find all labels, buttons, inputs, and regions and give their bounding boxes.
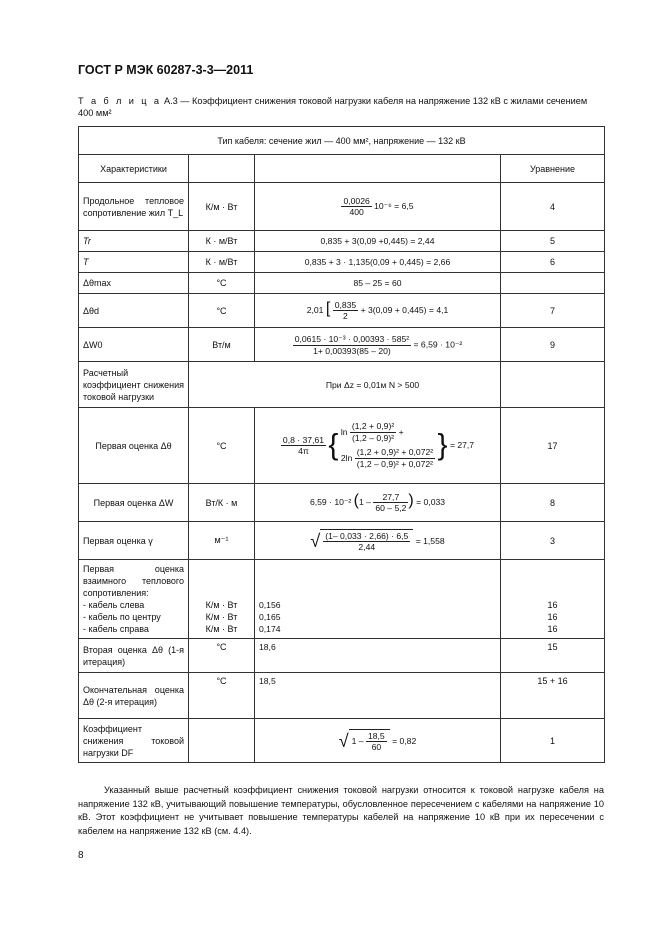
row-eq: 15 <box>501 639 605 673</box>
row-eq: 6 <box>501 252 605 273</box>
formula-rest: = 0,033 <box>416 496 446 507</box>
data-table <box>78 126 605 763</box>
row-formula: √ $\frac{(1- 0,033 \cdot 2,66) \cdot 6,5}{2,44}$ = 1,558 <box>255 522 501 560</box>
row-name: Расчетный коэффициент снижения токовой нагрузки <box>79 362 189 408</box>
table-row <box>79 639 605 673</box>
formula-prefix: 6,59 · 10⁻² <box>309 496 352 507</box>
row-name: Δθd <box>79 294 189 328</box>
col-header-equation: Уравнение <box>501 155 605 183</box>
row-name: Первая оценка ΔW <box>79 484 189 522</box>
row-formula: 18,5 <box>255 673 501 719</box>
row-eq <box>501 273 605 294</box>
row-eq: 9 <box>501 328 605 362</box>
table-row <box>79 673 605 719</box>
table-row <box>79 560 605 639</box>
row-unit <box>189 560 255 639</box>
formula-rest: = 1,558 <box>415 535 445 546</box>
row-name: Вторая оценка Δθ (1-я итерация) <box>79 639 189 673</box>
formula-denominator: 2,44 <box>358 542 376 552</box>
row-formula: 2,01 [ $\frac{0,835}{2}$ + 3(0,09 + 0,445) = 4,1 <box>255 294 501 328</box>
row-eq <box>501 560 605 639</box>
row-name: Tr <box>79 231 189 252</box>
table-row <box>79 522 605 560</box>
row-unit: °C <box>189 639 255 673</box>
caption-label: Т а б л и ц а <box>78 96 162 106</box>
table-row <box>79 183 605 231</box>
row-unit: °C <box>189 408 255 484</box>
sub-item: - кабель слева <box>83 600 145 610</box>
row-formula <box>255 183 501 231</box>
row-unit <box>189 719 255 763</box>
formula-numerator: 27,7 <box>373 492 408 503</box>
formula-denominator: 1+ 0,00393(85 – 20) <box>313 345 391 356</box>
row-unit: К/м · Вт <box>189 183 255 231</box>
row-eq: 15 + 16 <box>501 673 605 719</box>
row-name <box>79 560 189 639</box>
value: 0,174 <box>259 624 281 634</box>
formula-numerator: (1– 0,033 · 2,66) · 6,5 <box>325 531 409 541</box>
row-formula: При Δz = 0,01м N > 500 <box>189 362 501 408</box>
row-formula <box>255 328 501 362</box>
row-name: Первая оценка γ <box>79 522 189 560</box>
row-unit: °C <box>189 273 255 294</box>
row-unit: К · м/Вт <box>189 252 255 273</box>
row-name: T <box>79 252 189 273</box>
row-formula: √ 1 – $\frac{18,5}{60}$ = 0,82 <box>255 719 501 763</box>
document-header: ГОСТ Р МЭК 60287-3-3—2011 <box>78 63 254 77</box>
formula-rest: 10⁻⁶ = 6,5 <box>374 200 414 211</box>
unit-value: К/м · Вт <box>205 600 238 610</box>
value: 0,165 <box>259 612 281 622</box>
row-name: Первая оценка Δθ <box>79 408 189 484</box>
ln2-denominator: (1,2 – 0,9)² + 0,072² <box>356 459 433 469</box>
formula-prefix: 2,01 <box>306 304 324 315</box>
row-eq: 3 <box>501 522 605 560</box>
unit-value: К/м · Вт <box>205 612 238 622</box>
body-paragraph: Указанный выше расчетный коэффициент снижения токовой нагрузки относится к токовой нагрузке кабеля на напряжение 132 кВ, учитывающий повышение температуры, обусловленное пересечением с кабелями на напряжение 10 кВ. Этот коэффициент не учитывает повышение температуры кабелей на напряжение 10 кВ при их пересечении с кабелем на напряжение 132 кВ (см. 4.4). <box>78 785 604 836</box>
row-formula: 0,835 + 3(0,09 +0,445) = 2,44 <box>255 231 501 252</box>
table-row <box>79 408 605 484</box>
eq-value: 16 <box>547 612 558 622</box>
row-formula: 0,835 + 3 · 1,135(0,09 + 0,445) = 2,66 <box>255 252 501 273</box>
formula-numerator: 0,8 · 37,61 <box>282 435 325 445</box>
sub-item: - кабель по центру <box>83 612 161 622</box>
value: 0,156 <box>259 600 281 610</box>
row-formula <box>255 560 501 639</box>
table-row <box>79 484 605 522</box>
caption-text: А.3 — Коэффициент снижения токовой нагрузки кабеля на напряжение 132 кВ с жилами сечением 400 мм² <box>78 96 588 118</box>
row-name: ΔW0 <box>79 328 189 362</box>
formula-rest: = 27,7 <box>449 439 475 450</box>
row-name-text: Первая оценка взаимного теплового сопротивления: <box>83 564 184 598</box>
formula-rest: + 3(0,09 + 0,445) = 4,1 <box>360 304 449 315</box>
row-unit: К · м/Вт <box>189 231 255 252</box>
row-eq: 17 <box>501 408 605 484</box>
row-name: Окончательная оценка Δθ (2-я итерация) <box>79 673 189 719</box>
formula-denominator: 60 <box>371 742 382 752</box>
page-number: 8 <box>78 850 84 861</box>
formula-numerator: 0,0026 <box>343 196 370 206</box>
table-row <box>79 231 605 252</box>
row-formula: 18,6 <box>255 639 501 673</box>
table-row <box>79 294 605 328</box>
row-eq: 7 <box>501 294 605 328</box>
table-caption <box>78 95 598 119</box>
formula-numerator: 0,835 <box>334 300 357 311</box>
formula-denominator: 60 – 5,2 <box>375 503 407 514</box>
row-unit: °C <box>189 294 255 328</box>
formula-denominator: 400 <box>349 207 364 217</box>
ln1-denominator: (1,2 – 0,9)² <box>352 433 395 443</box>
table-row <box>79 362 605 408</box>
formula-denominator: 4π <box>298 446 309 456</box>
row-unit: Вт/К · м <box>189 484 255 522</box>
table-row <box>79 719 605 763</box>
table-title: Тип кабеля: сечение жил — 400 мм², напряжение — 132 кВ <box>79 127 605 155</box>
table-row <box>79 328 605 362</box>
unit-value: К/м · Вт <box>205 624 238 634</box>
row-eq: 5 <box>501 231 605 252</box>
row-eq: 4 <box>501 183 605 231</box>
row-formula: $\frac{0,8 \cdot 37,61}{4\pi}$ { ln $\frac{\text{(1,2 + 0,9)²}}{\text{(1,2 – 0,9)²}}$ + 2ln $\frac{\text{(1,2 + 0,9)² + 0,072²}}{\text{(1,2 – 0,9)² + 0,072²}}$ } = 27,7 <box>255 408 501 484</box>
ln1-numerator: (1,2 + 0,9)² <box>351 421 395 431</box>
formula-numerator: 18,5 <box>367 731 385 741</box>
col-header-characteristic: Характеристики <box>79 155 189 183</box>
row-unit: м⁻¹ <box>189 522 255 560</box>
eq-value: 16 <box>547 600 558 610</box>
row-eq: 1 <box>501 719 605 763</box>
formula-rest: = 6,59 · 10⁻² <box>413 338 463 349</box>
table-row <box>79 252 605 273</box>
formula-rest: = 0,82 <box>392 735 417 746</box>
row-name: Δθmax <box>79 273 189 294</box>
row-name: Продольное тепловое сопротивление жил T_L <box>79 183 189 231</box>
table-row <box>79 273 605 294</box>
row-formula: 6,59 · 10⁻² (1 – $\frac{27,7}{60 - 5,2}$ ) = 0,033 <box>255 484 501 522</box>
row-name: Коэффициент снижения токовой нагрузки DF <box>79 719 189 763</box>
eq-value: 16 <box>547 624 558 634</box>
ln2-numerator: (1,2 + 0,9)² + 0,072² <box>356 447 434 457</box>
formula-denominator: 2 <box>343 311 348 322</box>
row-unit: °C <box>189 673 255 719</box>
row-formula: 85 – 25 = 60 <box>255 273 501 294</box>
row-eq: 8 <box>501 484 605 522</box>
sub-item: - кабель справа <box>83 624 149 634</box>
formula-numerator: 0,0615 · 10⁻³ · 0,00393 · 585² <box>294 333 410 344</box>
row-unit: Вт/м <box>189 328 255 362</box>
